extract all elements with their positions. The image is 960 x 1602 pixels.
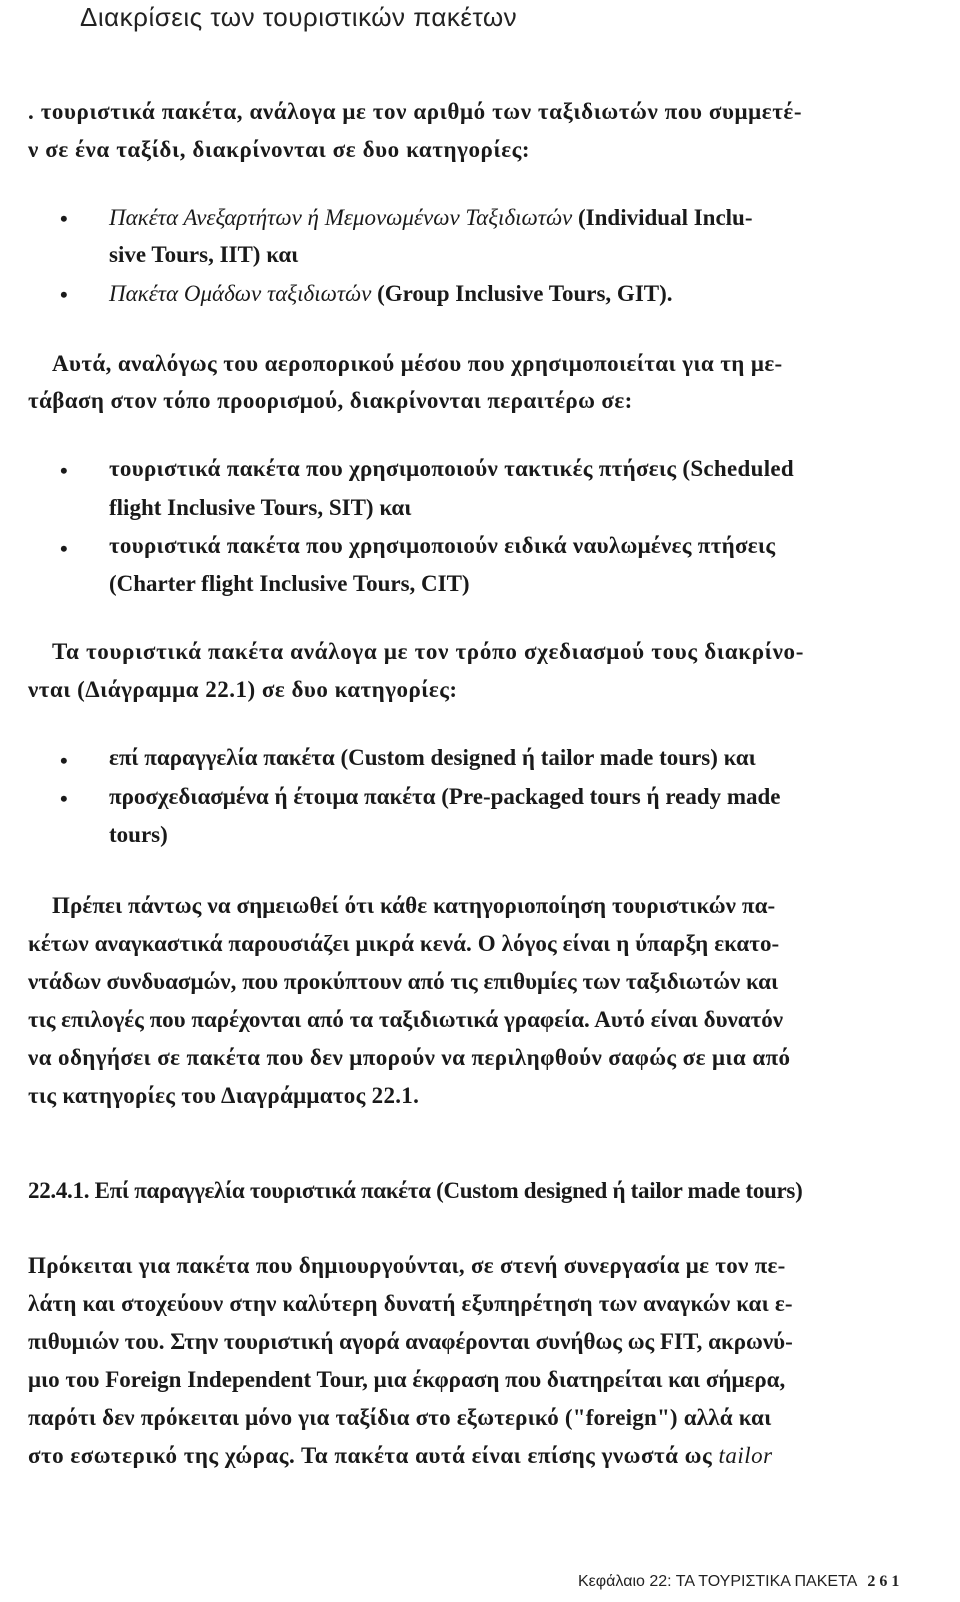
- bullet-icon: •: [60, 206, 68, 231]
- paragraph-5-line-5: παρότι δεν πρόκειται μόνο για ταξίδια στο εξωτερικό ("foreign") αλλά και: [28, 1405, 772, 1430]
- list-item-continuation: sive Tours, IIT) και: [109, 242, 299, 267]
- paragraph-4-line-6: τις κατηγορίες του Διαγράμματος 22.1.: [28, 1083, 420, 1108]
- bullet-icon: •: [60, 536, 68, 561]
- bullet-icon: •: [60, 748, 68, 773]
- list-item: προσχεδιασμένα ή έτοιμα πακέτα (Pre-packaged tours ή ready made: [109, 784, 781, 809]
- paragraph-5-line-2: λάτη και στοχεύουν στην καλύτερη δυνατή εξυπηρέτηση των αναγκών και ε-: [28, 1291, 793, 1316]
- list-item: [109, 282, 673, 305]
- paragraph-2-line-2: τάβαση στον τόπο προορισμού, διακρίνονται περαιτέρω σε:: [28, 388, 633, 413]
- list-item-text: (Group Inclusive Tours, GIT).: [371, 281, 673, 306]
- section-heading: 22.4.1. Επί παραγγελία τουριστικά πακέτα (Custom designed ή tailor made tours): [28, 1178, 803, 1203]
- list-item-continuation: flight Inclusive Tours, SIT) και: [109, 495, 412, 520]
- paragraph-4-line-4: τις επιλογές που παρέχονται από τα ταξιδιωτικά γραφεία. Αυτό είναι δυνατόν: [28, 1007, 784, 1032]
- footer-chapter: Κεφάλαιο 22: ΤΑ ΤΟΥΡΙΣΤΙΚΑ ΠΑΚΕΤΑ: [578, 1573, 858, 1590]
- paragraph-1-line-2: ν σε ένα ταξίδι, διακρίνονται σε δυο κατηγορίες:: [28, 137, 531, 162]
- paragraph-5-line-3: πιθυμιών του. Στην τουριστική αγορά αναφέρονται συνήθως ως FIT, ακρωνύ-: [28, 1329, 793, 1354]
- paragraph-3-line-1: Τα τουριστικά πακέτα ανάλογα με τον τρόπο σχεδιασμού τους διακρίνο-: [52, 639, 805, 664]
- list-item: επί παραγγελία πακέτα (Custom designed ή tailor made tours) και: [109, 745, 756, 770]
- paragraph-4-line-3: ντάδων συνδυασμών, που προκύπτουν από τις επιθυμίες των ταξιδιωτών και: [28, 969, 779, 994]
- paragraph-5-line-6: [28, 1444, 773, 1467]
- paragraph-4-line-5: να οδηγήσει σε πακέτα που δεν μπορούν να περιληφθούν σαφώς σε μια από: [28, 1045, 791, 1070]
- bullet-icon: •: [60, 458, 68, 483]
- page-heading: Διακρίσεις των τουριστικών πακέτων: [80, 2, 518, 32]
- list-item: τουριστικά πακέτα που χρησιμοποιούν τακτικές πτήσεις (Scheduled: [109, 456, 795, 481]
- paragraph-5-line-4: μιο του Foreign Independent Tour, μια έκφραση που διατηρείται και σήμερα,: [28, 1367, 786, 1392]
- bullet-icon: •: [60, 786, 68, 811]
- page-footer: [578, 1573, 903, 1591]
- bullet-icon: •: [60, 282, 68, 307]
- paragraph-4-line-2: κέτων αναγκαστικά παρουσιάζει μικρά κενά. Ο λόγος είναι η ύπαρξη εκατο-: [28, 931, 780, 956]
- page-number: 261: [867, 1573, 904, 1590]
- paragraph-1-line-1: . τουριστικά πακέτα, ανάλογα με τον αριθμό των ταξιδιωτών που συμμετέ-: [28, 99, 803, 124]
- list-item-italic: Πακέτα Ανεξαρτήτων ή Μεμονωμένων Ταξιδιωτών: [109, 205, 573, 230]
- paragraph-5-line-6-italic: tailor: [718, 1443, 773, 1468]
- paragraph-5-line-6-text: στο εσωτερικό της χώρας. Τα πακέτα αυτά είναι επίσης γνωστά ως: [28, 1443, 719, 1468]
- paragraph-2-line-1: Αυτά, αναλόγως του αεροπορικού μέσου που χρησιμοποιείται για τη με-: [52, 351, 783, 376]
- list-item-text: (Individual Inclu-: [572, 205, 753, 230]
- paragraph-3-line-2: νται (Διάγραμμα 22.1) σε δυο κατηγορίες:: [28, 677, 458, 702]
- list-item-continuation: (Charter flight Inclusive Tours, CIT): [109, 571, 470, 596]
- list-item-italic: Πακέτα Ομάδων ταξιδιωτών: [109, 281, 372, 306]
- list-item-continuation: tours): [109, 822, 168, 847]
- paragraph-5-line-1: Πρόκειται για πακέτα που δημιουργούνται, σε στενή συνεργασία με τον πε-: [28, 1253, 786, 1278]
- list-item: [109, 206, 753, 229]
- paragraph-4-line-1: Πρέπει πάντως να σημειωθεί ότι κάθε κατηγοριοποίηση τουριστικών πα-: [52, 893, 776, 918]
- list-item: τουριστικά πακέτα που χρησιμοποιούν ειδικά ναυλωμένες πτήσεις: [109, 533, 776, 558]
